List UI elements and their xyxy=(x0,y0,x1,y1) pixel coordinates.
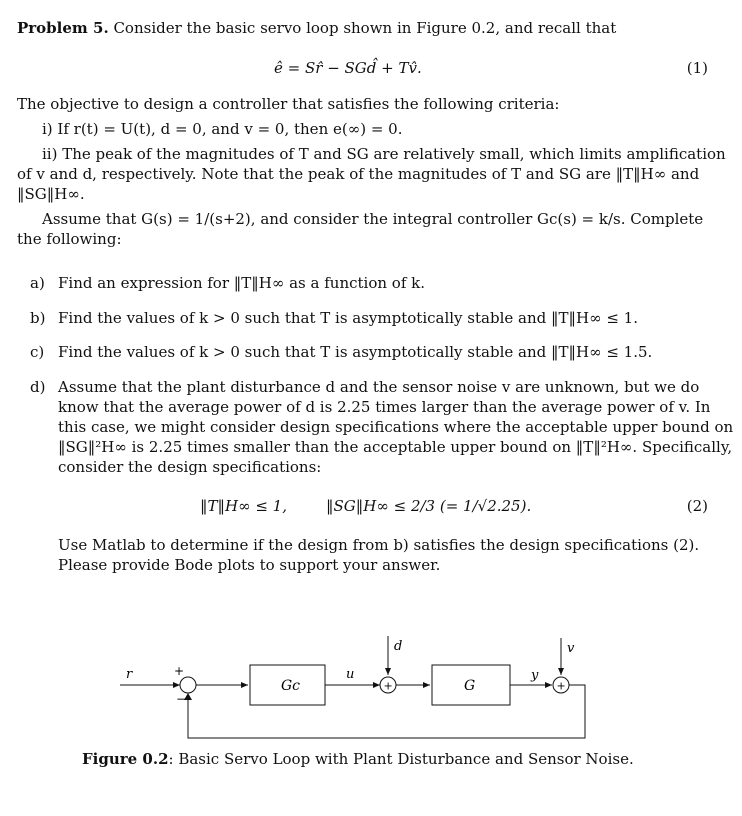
item-d-line-1: Assume that the plant disturbance d and the sensor noise v are unknown, but we do xyxy=(58,378,700,396)
d-label: d xyxy=(394,639,403,654)
item-c-label: c) xyxy=(30,343,45,361)
y-label: y xyxy=(531,668,539,683)
item-c-text: Find the values of k > 0 such that T is asymptotically stable and ‖T‖H∞ ≤ 1.5. xyxy=(58,343,653,361)
sum1-plus-sign: + xyxy=(174,664,185,678)
item-d-line-4: ‖SG‖²H∞ is 2.25 times smaller than the acceptable upper bound on ‖T‖²H∞. Specifically, xyxy=(58,438,733,456)
problem-header xyxy=(17,18,616,38)
figure-caption-label: Figure 0.2 xyxy=(82,750,169,768)
figure-caption xyxy=(82,749,634,769)
u-label: u xyxy=(346,667,355,682)
item-d-line-5: consider the design specifications: xyxy=(58,458,322,476)
sum1-minus-sign: − xyxy=(176,692,187,706)
sum-v-plus-sign: + xyxy=(556,679,566,693)
summing-junction-1 xyxy=(180,677,196,693)
item-d-line-2: know that the average power of d is 2.25 times larger than the average power of v. In xyxy=(58,398,711,416)
v-label: v xyxy=(567,641,575,656)
criterion-2-line-2: of v and d, respectively. Note that the peak of the magnitudes of T and SG are ‖T‖H∞ and xyxy=(17,165,700,183)
gc-label: Gc xyxy=(281,678,301,694)
problem-intro: Consider the basic servo loop shown in Figure 0.2, and recall that xyxy=(113,19,617,37)
criterion-1: i) If r(t) = U(t), d = 0, and v = 0, then e(∞) = 0. xyxy=(42,120,403,138)
item-d-label: d) xyxy=(30,378,46,396)
item-a-label: a) xyxy=(30,274,45,292)
equation-2-number: (2) xyxy=(686,497,708,515)
item-d-line-3: this case, we might consider design specifications where the acceptable upper bound on xyxy=(58,418,734,436)
sum-d-plus-sign: + xyxy=(383,679,393,693)
problem-label: Problem 5. xyxy=(17,19,109,37)
item-d-tail-1: Use Matlab to determine if the design from b) satisfies the design specifications (2). xyxy=(58,536,700,554)
assume-line-1: Assume that G(s) = 1/(s+2), and consider the integral controller Gc(s) = k/s. Complete xyxy=(42,210,704,228)
criterion-2-line-1: ii) The peak of the magnitudes of T and SG are relatively small, which limits amplification xyxy=(42,145,726,163)
item-b-label: b) xyxy=(30,309,46,327)
equation-1: ê = Sr̂ − SGd̂ + Tv̂. xyxy=(274,59,422,77)
criterion-2-line-3: ‖SG‖H∞. xyxy=(17,185,85,203)
item-a-text: Find an expression for ‖T‖H∞ as a function of k. xyxy=(58,274,426,292)
equation-2-left: ‖T‖H∞ ≤ 1, xyxy=(200,497,287,515)
equation-2-right: ‖SG‖H∞ ≤ 2/3 (= 1/√2.25). xyxy=(326,497,532,515)
assume-line-2: the following: xyxy=(17,230,122,248)
g-label: G xyxy=(464,678,476,694)
figure-caption-text: : Basic Servo Loop with Plant Disturbance and Sensor Noise. xyxy=(168,750,634,768)
item-b-text: Find the values of k > 0 such that T is asymptotically stable and ‖T‖H∞ ≤ 1. xyxy=(58,309,638,327)
equation-1-number: (1) xyxy=(686,59,708,77)
r-label: r xyxy=(126,667,133,682)
item-d-tail-2: Please provide Bode plots to support your answer. xyxy=(58,556,441,574)
objective-text: The objective to design a controller that satisfies the following criteria: xyxy=(17,95,560,113)
